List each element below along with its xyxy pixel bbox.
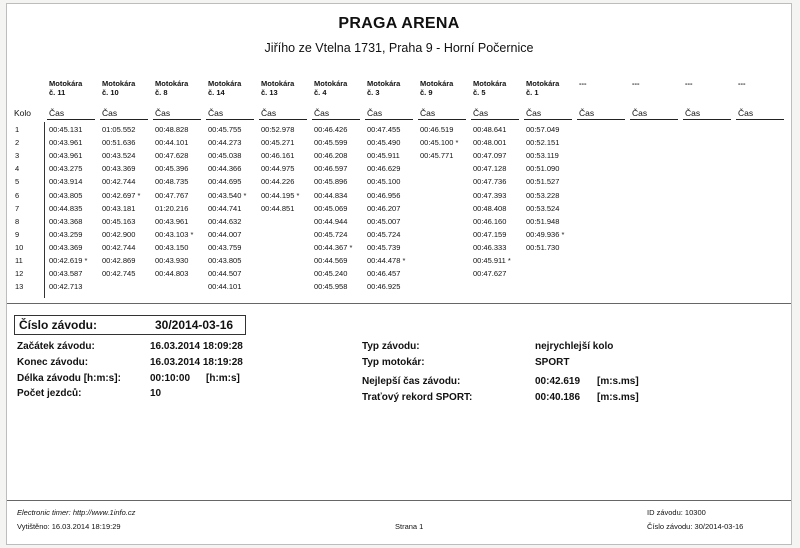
driver-header xyxy=(632,79,640,88)
driver-label: Motokára xyxy=(367,79,401,88)
driver-label: Motokára xyxy=(102,79,136,88)
lap-time: 00:43.259 xyxy=(49,229,83,239)
lap-number: 11 xyxy=(15,256,23,265)
race-number-box xyxy=(14,315,246,335)
lap-number: 13 xyxy=(15,282,24,292)
lap-time: 00:44.741 xyxy=(208,203,242,213)
lap-time: 00:47.767 xyxy=(155,190,189,200)
lap-time: 00:43.369 xyxy=(49,242,83,252)
lap-time: 00:44.367 * xyxy=(314,242,353,252)
lap-time: 00:53.228 xyxy=(526,190,560,200)
venue-address: Jiřího ze Vtelna 1731, Praha 9 - Horní Počernice xyxy=(264,41,534,55)
driver-header xyxy=(261,79,294,97)
lap-time: 00:45.911 * xyxy=(473,256,511,265)
lap-time: 00:43.914 xyxy=(49,177,83,187)
lap-time: 00:46.207 xyxy=(367,203,401,213)
lap-time: 00:45.069 xyxy=(314,203,348,213)
driver-header xyxy=(526,79,559,97)
lap-number: 7 xyxy=(15,203,20,213)
time-header: Čas xyxy=(579,108,595,118)
lap-time: 00:43.150 xyxy=(155,242,189,252)
lap-time: 00:44.101 xyxy=(155,138,189,148)
header-underline xyxy=(524,119,572,120)
time-header: Čas xyxy=(632,108,648,118)
lap-number: 8 xyxy=(15,216,20,226)
timer-credit: Electronic timer: http://www.1info.cz xyxy=(17,508,136,517)
lap-time: 00:45.911 xyxy=(367,151,400,161)
lap-time: 00:43.930 xyxy=(155,256,189,265)
lap-time: 00:45.599 xyxy=(314,138,348,148)
lap-time: 00:47.393 xyxy=(473,190,507,200)
time-header: Čas xyxy=(208,108,224,118)
driver-label: Motokára xyxy=(420,79,454,88)
lap-time: 00:46.457 xyxy=(367,269,401,279)
lap-time: 00:46.597 xyxy=(314,164,348,174)
race-type-label: Typ závodu: xyxy=(362,341,420,352)
lap-time: 00:42.713 xyxy=(49,282,83,292)
lap-time: 00:45.896 xyxy=(314,177,348,187)
kart-number: č. 3 xyxy=(367,88,380,97)
lap-time: 00:43.805 xyxy=(208,256,242,265)
lap-time: 00:45.271 xyxy=(261,138,295,148)
lap-time: 00:44.226 xyxy=(261,177,295,187)
page-title: PRAGA ARENA xyxy=(338,15,460,32)
lap-time: 00:45.163 xyxy=(102,216,136,226)
track-record-unit: [m:s.ms] xyxy=(597,392,639,403)
lap-time: 00:46.333 xyxy=(473,242,507,252)
lap-time: 00:47.097 xyxy=(473,151,507,161)
lap-number: 6 xyxy=(15,190,20,200)
lap-time: 00:45.958 xyxy=(314,282,348,292)
driver-header xyxy=(367,79,400,97)
time-header: Čas xyxy=(526,108,542,118)
race-type-value: nejrychlejší kolo xyxy=(535,341,614,352)
track-record-value: 00:40.186 xyxy=(535,392,581,403)
lap-time: 00:42.744 xyxy=(102,177,136,187)
header-underline xyxy=(100,119,148,120)
best-time-label: Nejlepší čas závodu: xyxy=(362,376,461,387)
lap-number: 12 xyxy=(15,269,24,279)
lap-time: 00:42.697 * xyxy=(102,190,141,200)
lap-time: 00:42.619 * xyxy=(49,256,88,265)
lap-time: 00:45.396 xyxy=(155,164,189,174)
lap-time: 00:46.160 xyxy=(473,216,507,226)
lap-time: 00:44.835 xyxy=(49,203,83,213)
kart-number: č. 8 xyxy=(155,88,168,97)
driver-header xyxy=(102,79,135,97)
start-value: 16.03.2014 18:09:28 xyxy=(150,341,243,352)
lap-time: 00:45.724 xyxy=(314,229,348,239)
lap-number: 1 xyxy=(15,125,20,134)
lap-time: 00:43.587 xyxy=(49,269,83,279)
lap-time: 00:48.641 xyxy=(473,125,507,134)
lap-times-table xyxy=(11,79,787,301)
kart-type-label: Typ motokár: xyxy=(362,357,425,368)
time-header: Čas xyxy=(102,108,118,118)
header-underline xyxy=(153,119,201,120)
kart-type-value: SPORT xyxy=(535,357,570,368)
lap-time: 00:43.540 * xyxy=(208,190,247,200)
kart-number: č. 11 xyxy=(49,88,66,97)
lap-time: 00:43.368 xyxy=(49,216,83,226)
lap-time: 00:44.944 xyxy=(314,216,348,226)
lap-number: 5 xyxy=(15,177,20,187)
header-underline xyxy=(312,119,360,120)
driver-header xyxy=(49,79,82,97)
lap-time: 01:05.552 xyxy=(102,125,136,134)
lap-time: 00:51.730 xyxy=(526,242,560,252)
lap-time: 00:48.735 xyxy=(155,177,189,187)
lap-time: 00:47.128 xyxy=(473,164,507,174)
lap-time: 00:51.090 xyxy=(526,164,560,174)
lap-time: 00:44.975 xyxy=(261,164,295,174)
lap-time: 00:42.745 xyxy=(102,269,136,279)
page-number: Strana 1 xyxy=(395,522,424,531)
lap-time: 00:45.739 xyxy=(367,242,401,252)
driver-header xyxy=(420,79,453,97)
driver-header xyxy=(208,79,241,97)
time-header: Čas xyxy=(420,108,436,118)
header-underline xyxy=(365,119,413,120)
time-header: Čas xyxy=(367,108,383,118)
driver-header xyxy=(155,79,188,97)
length-unit: [h:m:s] xyxy=(206,373,240,384)
lap-time: 00:44.478 * xyxy=(367,256,406,265)
lap-time: 00:46.925 xyxy=(367,282,401,292)
time-header: Čas xyxy=(155,108,171,118)
track-record-label: Traťový rekord SPORT: xyxy=(362,392,473,403)
lap-time: 00:44.695 xyxy=(208,177,242,187)
time-header: Čas xyxy=(49,108,65,118)
driver-header xyxy=(579,79,587,88)
kart-number: č. 1 xyxy=(526,88,539,97)
lap-time: 00:48.408 xyxy=(473,203,507,213)
lap-time: 00:45.724 xyxy=(367,229,401,239)
lap-time: 00:43.524 xyxy=(102,151,136,161)
lap-time: 00:43.181 xyxy=(102,203,136,213)
lap-time: 00:42.869 xyxy=(102,256,136,265)
time-header: Čas xyxy=(261,108,277,118)
lap-time: 00:44.007 xyxy=(208,229,242,239)
lap-time: 00:47.736 xyxy=(473,177,507,187)
kart-number: č. 5 xyxy=(473,88,486,97)
header-underline xyxy=(683,119,731,120)
driver-label: Motokára xyxy=(314,79,348,88)
driver-label: --- xyxy=(685,79,693,88)
driver-label: Motokára xyxy=(526,79,560,88)
lap-time: 00:57.049 xyxy=(526,125,560,134)
start-label: Začátek závodu: xyxy=(17,341,95,352)
lap-time: 00:47.628 xyxy=(155,151,189,161)
lap-number: 4 xyxy=(15,164,20,174)
time-header: Čas xyxy=(685,108,701,118)
results-sheet xyxy=(6,3,792,545)
time-header: Čas xyxy=(314,108,330,118)
lap-time: 00:53.119 xyxy=(526,151,559,161)
time-header: Čas xyxy=(738,108,754,118)
lap-number: 3 xyxy=(15,151,20,161)
lap-time: 00:44.834 xyxy=(314,190,348,200)
lap-time: 00:43.759 xyxy=(208,242,242,252)
driver-label: Motokára xyxy=(473,79,507,88)
lap-time: 00:46.519 xyxy=(420,125,454,134)
length-value: 00:10:00 xyxy=(150,373,191,384)
lap-time: 00:45.755 xyxy=(208,125,242,134)
lap-time: 00:45.131 xyxy=(49,125,83,134)
end-value: 16.03.2014 18:19:28 xyxy=(150,357,243,368)
lap-time: 00:44.632 xyxy=(208,216,242,226)
lap-time: 00:46.629 xyxy=(367,164,401,174)
lap-time: 00:43.275 xyxy=(49,164,83,174)
lap-time: 00:44.851 xyxy=(261,203,295,213)
header-underline xyxy=(471,119,519,120)
lap-time: 00:44.366 xyxy=(208,164,242,174)
best-time-unit: [m:s.ms] xyxy=(597,376,639,387)
lap-time: 00:44.101 xyxy=(208,282,242,292)
lap-time: 00:45.490 xyxy=(367,138,401,148)
lap-time: 00:43.961 xyxy=(155,216,189,226)
header-underline xyxy=(259,119,307,120)
kart-number: č. 4 xyxy=(314,88,327,97)
length-label: Délka závodu [h:m:s]: xyxy=(17,373,121,384)
header-underline xyxy=(736,119,784,120)
driver-label: Motokára xyxy=(208,79,242,88)
header-underline xyxy=(206,119,254,120)
lap-time: 00:43.103 * xyxy=(155,229,194,239)
lap-time: 00:45.038 xyxy=(208,151,242,161)
lap-time: 00:43.805 xyxy=(49,190,83,200)
driver-header xyxy=(314,79,347,97)
time-header: Čas xyxy=(473,108,489,118)
end-label: Konec závodu: xyxy=(17,357,89,368)
driver-label: --- xyxy=(632,79,640,88)
kart-number: č. 14 xyxy=(208,88,225,97)
lap-time: 00:45.100 xyxy=(367,177,401,187)
driver-label: Motokára xyxy=(155,79,189,88)
driver-header xyxy=(473,79,506,97)
lap-time: 00:44.195 * xyxy=(261,190,300,200)
lap-time: 00:48.828 xyxy=(155,125,189,134)
lap-time: 00:51.636 xyxy=(102,138,136,148)
race-number-value: 30/2014-03-16 xyxy=(155,318,234,332)
lap-time: 00:44.507 xyxy=(208,269,242,279)
lap-time: 00:42.900 xyxy=(102,229,136,239)
lap-time: 00:52.151 xyxy=(526,138,560,148)
lap-time: 00:45.100 * xyxy=(420,138,459,148)
lap-number: 10 xyxy=(15,242,24,252)
header-underline xyxy=(418,119,466,120)
lap-time: 00:45.771 xyxy=(420,151,454,161)
lap-time: 00:49.936 * xyxy=(526,229,565,239)
lap-time: 00:48.001 xyxy=(473,138,507,148)
header-underline xyxy=(577,119,625,120)
lap-time: 00:43.961 xyxy=(49,151,83,161)
lap-number: 2 xyxy=(15,138,20,148)
driver-label: Motokára xyxy=(49,79,83,88)
lap-time: 00:46.208 xyxy=(314,151,348,161)
lap-time: 00:43.961 xyxy=(49,138,83,148)
lap-time: 00:45.240 xyxy=(314,269,348,279)
lap-time: 00:44.803 xyxy=(155,269,189,279)
printed-date: Vytištěno: 16.03.2014 18:19:29 xyxy=(17,522,121,531)
driver-header xyxy=(685,79,693,88)
race-number-label: Číslo závodu: xyxy=(19,318,98,332)
lap-time: 00:43.369 xyxy=(102,164,136,174)
lap-time: 00:51.527 xyxy=(526,177,560,187)
riders-value: 10 xyxy=(150,388,162,399)
header-underline xyxy=(47,119,95,120)
driver-label: --- xyxy=(579,79,587,88)
kart-number: č. 10 xyxy=(102,88,119,97)
lap-header: Kolo xyxy=(14,108,32,118)
best-time-value: 00:42.619 xyxy=(535,376,581,387)
lap-time: 00:42.744 xyxy=(102,242,136,252)
lap-time: 00:44.273 xyxy=(208,138,242,148)
lap-time: 00:47.159 xyxy=(473,229,507,239)
lap-time: 00:53.524 xyxy=(526,203,560,213)
lap-time: 01:20.216 xyxy=(155,203,189,213)
lap-time: 00:44.569 xyxy=(314,256,348,265)
lap-time: 00:51.948 xyxy=(526,216,560,226)
driver-label: Motokára xyxy=(261,79,295,88)
lap-time: 00:47.455 xyxy=(367,125,401,134)
lap-divider xyxy=(44,122,45,298)
lap-time: 00:47.627 xyxy=(473,269,507,279)
kart-number: č. 9 xyxy=(420,88,433,97)
riders-label: Počet jezdců: xyxy=(17,388,82,399)
lap-time: 00:46.956 xyxy=(367,190,401,200)
lap-time: 00:46.426 xyxy=(314,125,348,134)
race-id: ID závodu: 10300 xyxy=(647,508,706,517)
lap-time: 00:45.007 xyxy=(367,216,401,226)
section-divider xyxy=(7,303,791,304)
kart-number: č. 13 xyxy=(261,88,278,97)
lap-number: 9 xyxy=(15,229,20,239)
header-underline xyxy=(630,119,678,120)
footer-race-number: Číslo závodu: 30/2014-03-16 xyxy=(647,522,744,531)
footer-divider xyxy=(7,500,791,501)
lap-time: 00:46.161 xyxy=(261,151,295,161)
driver-header xyxy=(738,79,746,88)
driver-label: --- xyxy=(738,79,746,88)
lap-time: 00:52.978 xyxy=(261,125,295,134)
